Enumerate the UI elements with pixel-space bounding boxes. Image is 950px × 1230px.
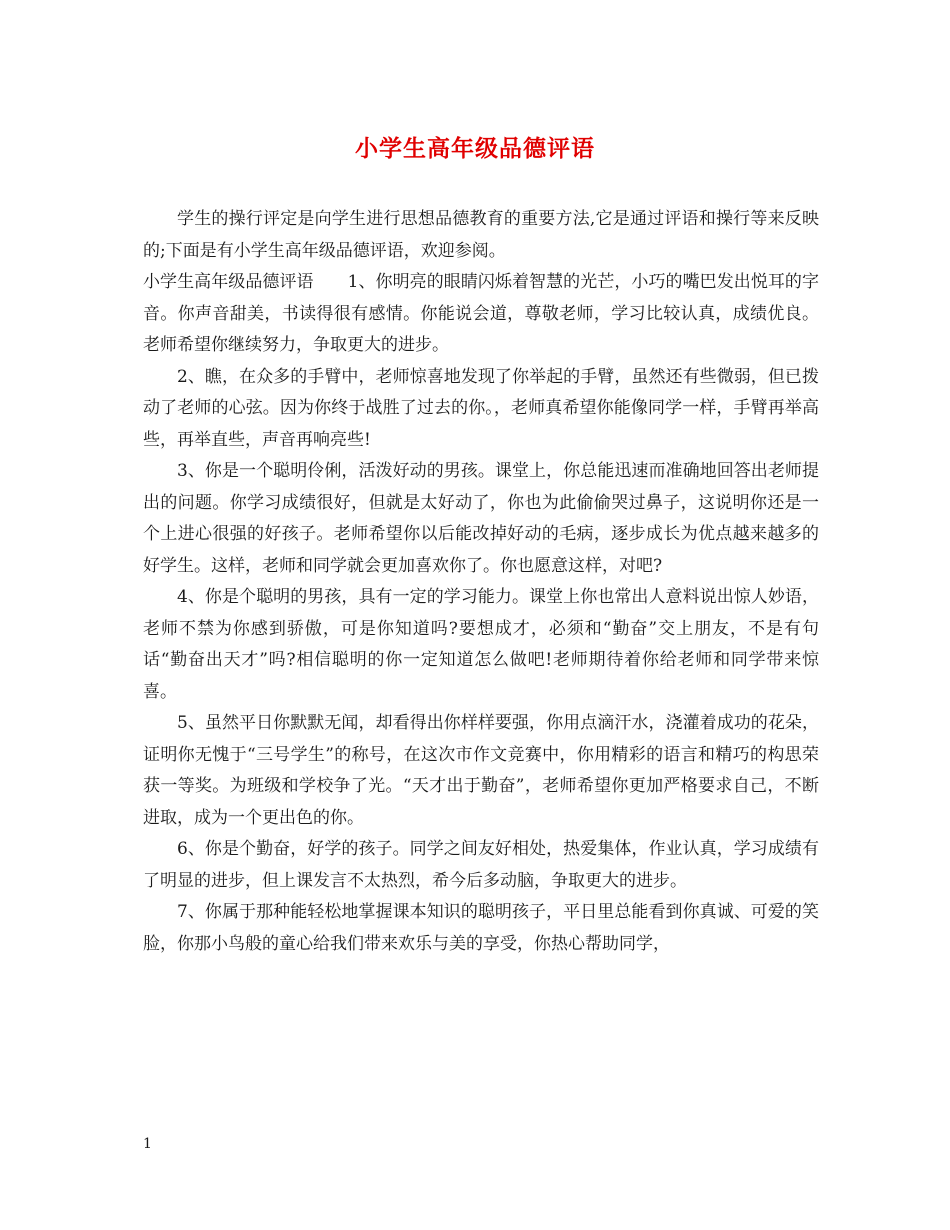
paragraph-6: 6、你是个勤奋，好学的孩子。同学之间友好相处，热爱集体，作业认真，学习成绩有了明显的进步，但上课发言不太热烈，希今后多动脑，争取更大的进步。: [143, 839, 819, 891]
paragraph-7: 7、你属于那种能轻松地掌握课本知识的聪明孩子，平日里总能看到你真诚、可爱的笑脸，你那小鸟般的童心给我们带来欢乐与美的享受，你热心帮助同学，: [143, 902, 819, 954]
paragraph-1-text: 1、你明亮的眼睛闪烁着智慧的光芒，小巧的嘴巴发出悦耳的字音。你声音甜美，书读得很有感情。你能说会道，尊敬老师，学习比较认真，成绩优良。老师希望你继续努力，争取更大的进步。: [143, 272, 819, 355]
paragraph-5: 5、虽然平日你默默无闻，却看得出你样样要强，你用点滴汗水，浇灌着成功的花朵，证明你无愧于“三号学生”的称号，在这次市作文竞赛中，你用精彩的语言和精巧的构思荣获一等奖。为班级和学校争了光。“天才出于勤奋”，老师希望你更加严格要求自己，不断进取，成为一个更出色的你。: [143, 713, 819, 828]
paragraph-3: 3、你是一个聪明伶俐，活泼好动的男孩。课堂上，你总能迅速而准确地回答出老师提出的问题。你学习成绩很好，但就是太好动了，你也为此偷偷哭过鼻子，这说明你还是一个上进心很强的好孩子。老师希望你以后能改掉好动的毛病，逐步成长为优点越来越多的好学生。这样，老师和同学就会更加喜欢你了。你也愿意这样，对吧?: [143, 461, 819, 576]
paragraph-4: 4、你是个聪明的男孩，具有一定的学习能力。课堂上你也常出人意料说出惊人妙语，老师不禁为你感到骄傲，可是你知道吗?要想成才，必须和“勤奋”交上朋友，不是有句话“勤奋出天才”吗?相信聪明的你一定知道怎么做吧!老师期待着你给老师和同学带来惊喜。: [143, 587, 819, 702]
page-number: 1: [143, 1136, 152, 1152]
intro-paragraph: 学生的操行评定是向学生进行思想品德教育的重要方法,它是通过评语和操行等来反映的;下面是有小学生高年级品德评语，欢迎参阅。: [143, 209, 819, 261]
section-label: 小学生高年级品德评语: [143, 272, 314, 292]
paragraph-1: [143, 267, 819, 362]
document-title: 小学生高年级品德评语: [355, 135, 595, 162]
paragraph-2: 2、瞧，在众多的手臂中，老师惊喜地发现了你举起的手臂，虽然还有些微弱，但已拨动了老师的心弦。因为你终于战胜了过去的你。，老师真希望你能像同学一样，手臂再举高些，再举直些，声音再响亮些!: [143, 366, 819, 450]
document-body: [143, 204, 819, 960]
